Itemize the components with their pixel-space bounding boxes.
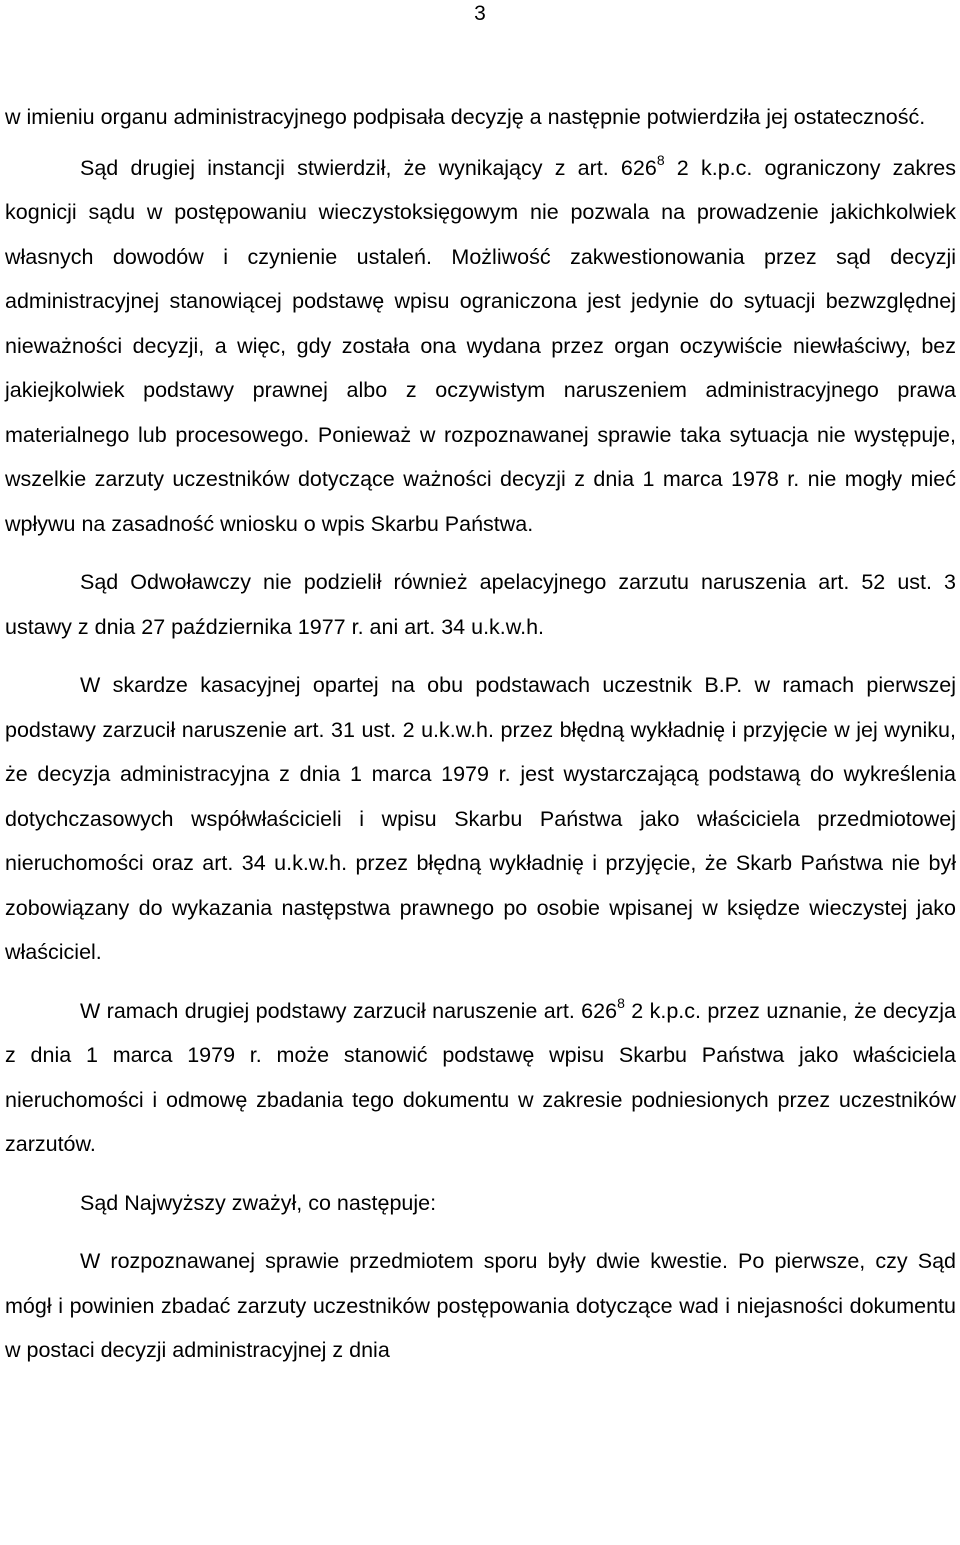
page-number: 3 xyxy=(474,2,486,25)
superscript: 8 xyxy=(617,994,625,1011)
paragraph: Sąd Odwoławczy nie podzielił również apelacyjnego zarzutu naruszenia art. 52 ust. 3 ustawy z dnia 27 października 1977 r. ani art. 34 u.k.w.h. xyxy=(5,570,956,639)
superscript: 8 xyxy=(656,151,665,168)
paragraph xyxy=(5,989,956,1167)
paragraph: w imieniu organu administracyjnego podpisała decyzję a następnie potwierdziła jej ostateczność. xyxy=(5,105,926,129)
document-body xyxy=(5,95,956,1373)
paragraph-text: 2 k.p.c. przez uznanie, że decyzja z dnia 1 marca 1979 r. może stanowić podstawę wpisu Skarbu Państwa jako właściciela nieruchomości i odmowę zbadania tego dokumentu w zakresie podniesionych przez uczestników zarzutów. xyxy=(5,998,956,1156)
paragraph: W rozpoznawanej sprawie przedmiotem sporu były dwie kwestie. Po pierwsze, czy Sąd mógł i powinien zbadać zarzuty uczestników postępowania dotyczące wad i niejasności dokumentu w postaci decyzji administracyjnej z dnia xyxy=(5,1249,956,1362)
paragraph-text: Sąd drugiej instancji stwierdził, że wynikający z art. 626 xyxy=(80,155,657,180)
paragraph xyxy=(5,146,956,547)
section-heading: Sąd Najwyższy zważył, co następuje: xyxy=(80,1190,437,1215)
paragraph: W skardze kasacyjnej opartej na obu podstawach uczestnik B.P. w ramach pierwszej podstawy zarzucił naruszenie art. 31 ust. 2 u.k.w.h. przez błędną wykładnię i przyjęcie w jej wyniku, że decyzja administracyjna z dnia 1 marca 1979 r. jest wystarczającą podstawą do wykreślenia dotychczasowych współwłaścicieli i wpisu Skarbu Państwa jako właściciela przedmiotowej nieruchomości oraz art. 34 u.k.w.h. przez błędną wykładnię i przyjęcie, że Skarb Państwa nie był zobowiązany do wykazania następstwa prawnego po osobie wpisanej w księdze wieczystej jako właściciel. xyxy=(5,673,956,964)
paragraph-text: 2 k.p.c. ograniczony zakres kognicji sądu w postępowaniu wieczystoksięgowym nie pozwala na prowadzenie jakichkolwiek własnych dowodów i czynienie ustaleń. Możliwość zakwestionowania przez sąd decyzji administracyjnej stanowiącej podstawę wpisu ograniczona jest jedynie do sytuacji bezwzględnej nieważności decyzji, a więc, gdy została ona wydana przez organ oczywiście niewłaściwy, bez jakiejkolwiek podstawy prawnej albo z oczywistym naruszeniem administracyjnego prawa materialnego lub procesowego. Ponieważ w rozpoznawanej sprawie taka sytuacja nie występuje, wszelkie zarzuty uczestników dotyczące ważności decyzji z dnia 1 marca 1978 r. nie mogły mieć wpływu na zasadność wniosku o wpis Skarbu Państwa. xyxy=(5,155,957,536)
paragraph-text: W ramach drugiej podstawy zarzucił naruszenie art. 626 xyxy=(80,998,618,1023)
